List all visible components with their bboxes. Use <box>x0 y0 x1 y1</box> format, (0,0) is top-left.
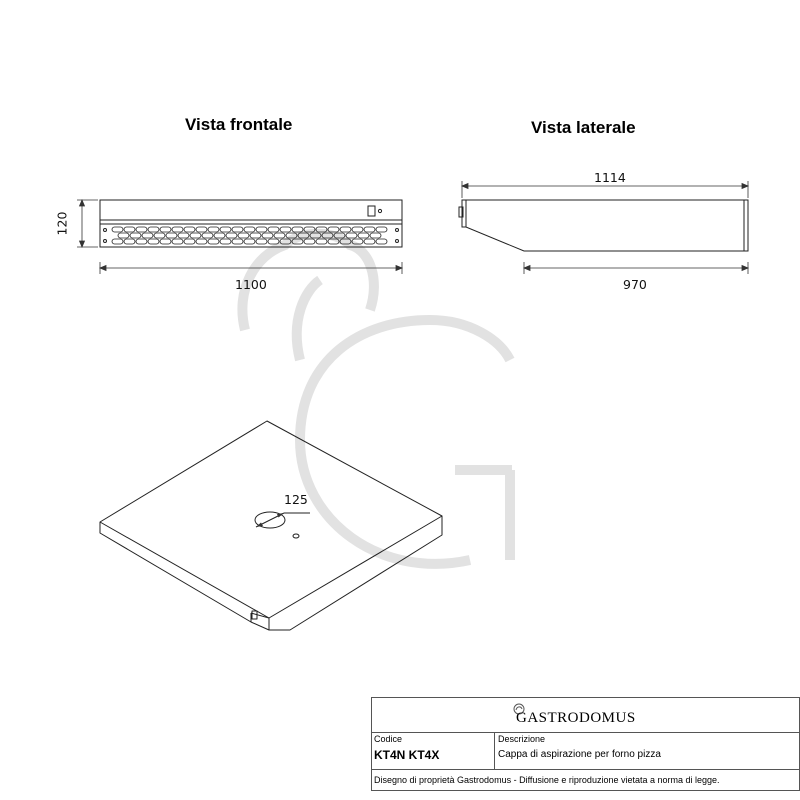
side-bottom-dim: 970 <box>623 277 647 292</box>
front-height-dim: 120 <box>54 211 70 236</box>
code-label: Codice <box>374 734 403 744</box>
footer-note: Disegno di proprietà Gastrodomus - Diffusione e riproduzione vietata a norma di legge. <box>374 775 720 785</box>
brand-name: GASTRODOMUS <box>516 710 636 726</box>
side-view-title: Vista laterale <box>531 118 636 137</box>
front-view-title: Vista frontale <box>185 115 293 134</box>
front-width-dim: 1100 <box>235 277 267 292</box>
code-value: KT4N KT4X <box>374 748 440 762</box>
description-label: Descrizione <box>498 734 546 744</box>
side-top-dim: 1114 <box>594 170 626 185</box>
title-block <box>371 697 800 791</box>
description-value: Cappa di aspirazione per forno pizza <box>498 749 661 760</box>
hole-diameter-dim: 125 <box>284 492 308 507</box>
